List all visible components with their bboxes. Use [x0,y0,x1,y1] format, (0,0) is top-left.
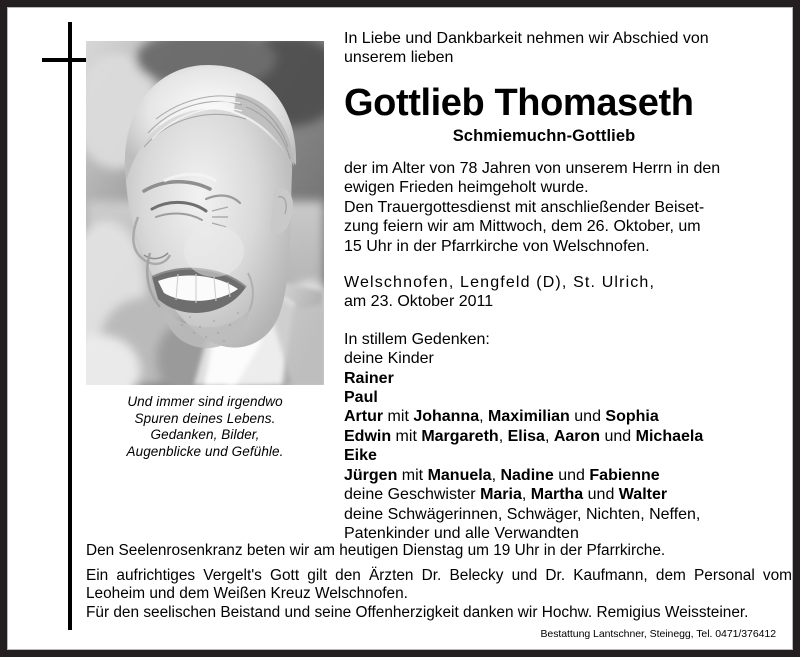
closing-section [86,542,792,622]
person-name: Fabienne [589,466,660,484]
person-name: Maximilian [488,408,570,426]
relatives-line-1: deine Schwägerinnen, Schwäger, Nichten, Neffen, [344,505,701,523]
person-name: Michaela [635,427,704,445]
deceased-nickname: Schmiemuchn-Gottlieb [452,127,636,145]
person-name: Margareth [421,427,499,445]
person-name: Walter [618,486,668,504]
photo-column [86,41,324,460]
connector-text: , [544,427,554,445]
intro-text [344,29,792,67]
caption-line-2: Spuren deines Lebens. [134,410,276,426]
intro-line-1: In Liebe und Dankbarkeit nehmen wir Abschied von [344,30,709,47]
date-line: am 23. Oktober 2011 [344,293,494,311]
connector-text: und [553,466,590,484]
person-name: Jürgen [344,466,398,484]
thanks-text: Ein aufrichtiges Vergelt's Gott gilt den Ärzten Dr. Belecky und Dr. Kaufmann, dem Personal vom Leoheim und dem Weißen Kreuz Welschnofen. [86,566,792,603]
person-name: Martha [530,486,584,504]
passing-line-1: der im Alter von 78 Jahren von unserem Herrn in den [344,160,721,177]
name-line [344,485,792,504]
funeral-home-credit: Bestattung Lantschner, Steinegg, Tel. 0471/376412 [540,628,776,640]
deceased-name: Gottlieb Thomaseth [344,82,694,124]
name-line [344,446,792,465]
connector-text: , [498,427,508,445]
person-name: Eike [344,447,377,465]
relatives-line-2: Patenkinder und alle Verwandten [344,524,579,542]
name-line [344,407,792,426]
passing-line-2: ewigen Frieden heimgeholt wurde. [344,179,589,197]
passing-text [344,159,792,256]
connector-text: und [583,486,619,504]
connector-text: mit [397,466,428,484]
remembrance-heading: In stillem Gedenken: [344,330,490,348]
text-column [344,29,792,543]
passing-line-5: 15 Uhr in der Pfarrkirche von Welschnofen. [344,237,650,255]
caption-line-1: Und immer sind irgendwo [127,394,283,409]
notice-inner-border [7,7,793,650]
children-label: deine Kinder [344,350,434,368]
connector-text: mit [391,427,422,445]
name-line [344,388,792,407]
person-name: Johanna [413,408,480,426]
places-and-date [344,273,792,312]
photo-caption [86,394,324,460]
person-name: Manuela [427,466,492,484]
portrait-photo [86,41,324,385]
priest-thanks-text: Für den seelischen Beistand und seine Offenherzigkeit danken wir Hochw. Remigius Weissteiner. [86,603,749,621]
passing-line-4: zung feiern wir am Mittwoch, dem 26. Oktober, um [344,218,701,236]
children-list [344,369,792,485]
rosary-text: Den Seelenrosenkranz beten wir am heutigen Dienstag um 19 Uhr in der Pfarrkirche. [86,542,666,559]
connector-text: , [479,408,489,426]
person-name: Rainer [344,369,394,387]
person-name: Artur [344,408,384,426]
name-line [344,369,792,388]
person-name: Paul [344,389,378,407]
remembrance-block [344,330,792,543]
intro-line-2: unserem lieben [344,49,454,66]
person-name: Maria [480,486,522,504]
caption-line-4: Augenblicke und Gefühle. [126,443,284,459]
siblings-line [344,485,792,504]
passing-line-3: Den Trauergottesdienst mit anschließender Beiset- [344,198,705,216]
person-name: Elisa [507,427,545,445]
person-name: Sophia [605,408,659,426]
upper-section [8,8,792,542]
name-line [344,466,792,485]
name-line [344,427,792,446]
connector-text: deine Geschwister [344,486,481,504]
connector-text: , [491,466,501,484]
connector-text: und [600,427,636,445]
connector-text: , [521,486,531,504]
connector-text: mit [383,408,414,426]
person-name: Aaron [553,427,601,445]
person-name: Nadine [500,466,554,484]
person-name: Edwin [344,427,392,445]
places-line: Welschnofen, Lengfeld (D), St. Ulrich, [344,274,656,292]
caption-line-3: Gedanken, Bilder, [150,427,260,442]
connector-text: und [569,408,606,426]
